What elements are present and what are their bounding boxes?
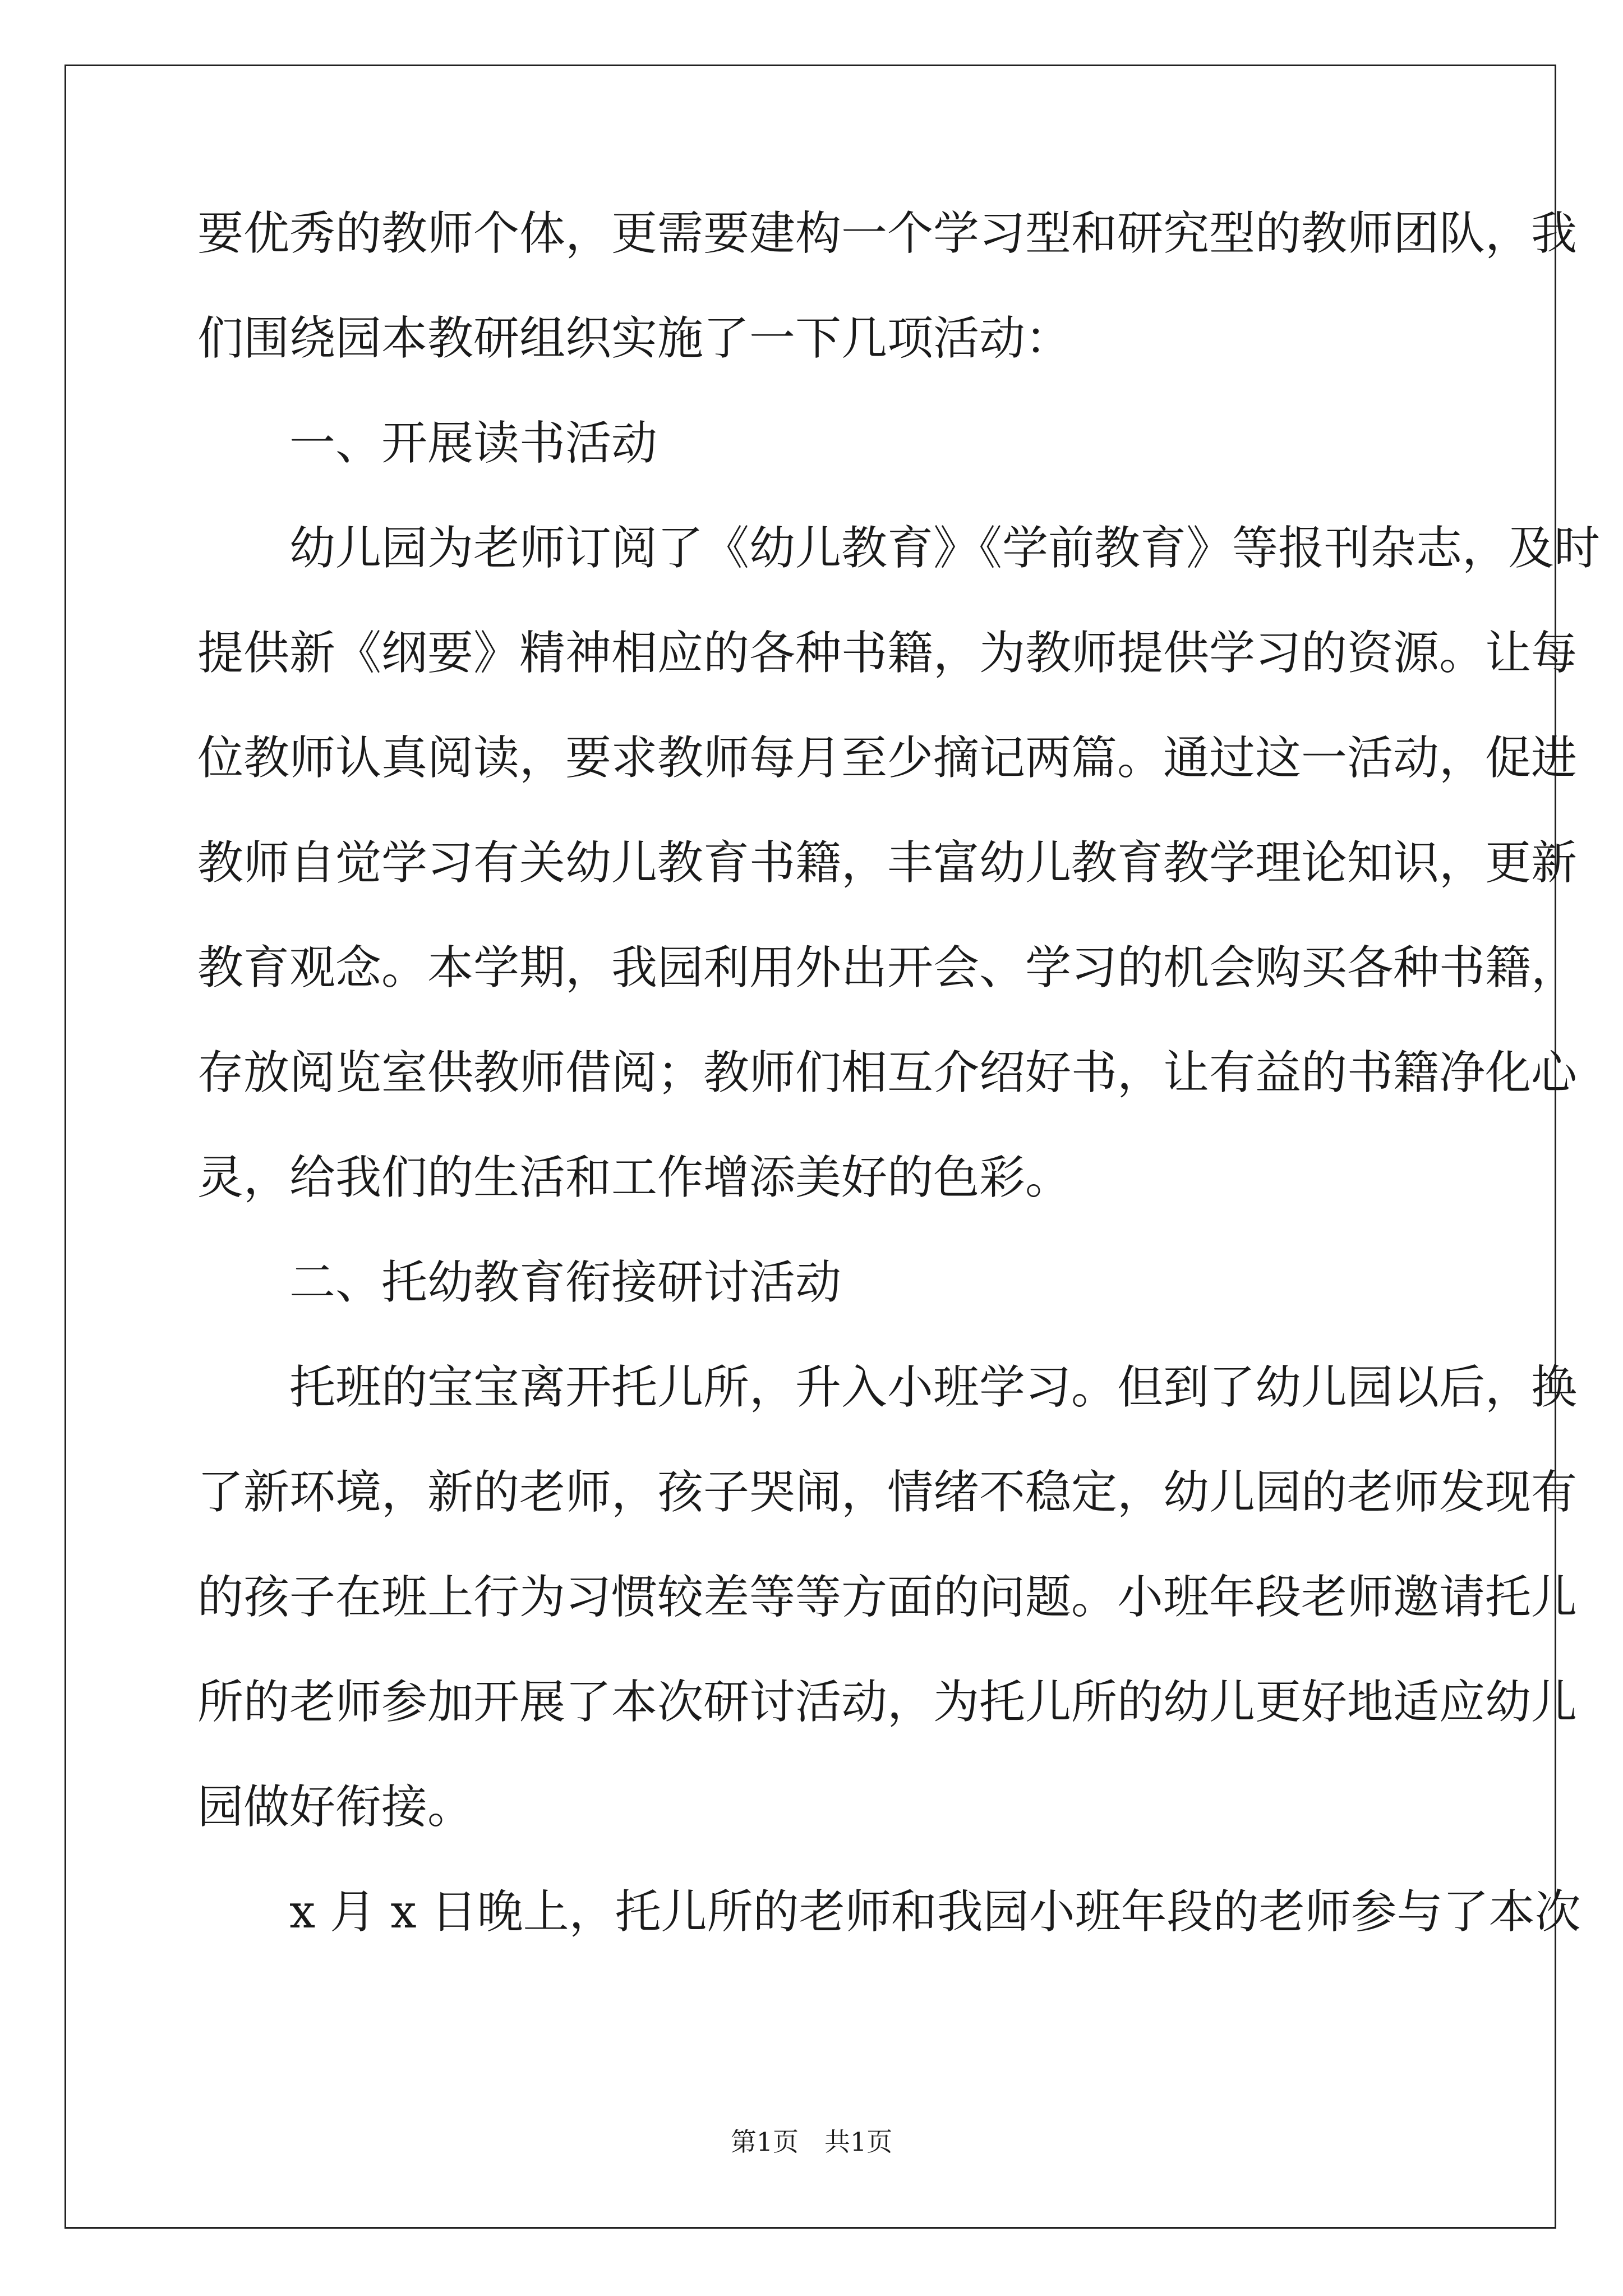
text-line: 要优秀的教师个体，更需要建构一个学习型和研究型的教师团队，我	[197, 207, 1578, 260]
text-line: 位教师认真阅读，要求教师每月至少摘记两篇。通过这一活动，促进	[197, 731, 1578, 785]
text-line: 教育观念。本学期，我园利用外出开会、学习的机会购买各种书籍，	[197, 941, 1578, 995]
text-line: 园做好衔接。	[197, 1780, 474, 1834]
document-body	[197, 207, 1601, 1991]
page-number-footer: 第1页 共1页	[730, 2127, 893, 2157]
text-line: 灵，给我们的生活和工作增添美好的色彩。	[197, 1151, 1072, 1204]
text-line: 的孩子在班上行为习惯较差等等方面的问题。小班年段老师邀请托儿	[197, 1571, 1578, 1624]
text-line: 了新环境，新的老师，孩子哭闹，情绪不稳定，幼儿园的老师发现有	[197, 1466, 1578, 1519]
section-heading-transition: 二、托幼教育衔接研讨活动	[289, 1256, 842, 1309]
text-line: 提供新《纲要》精神相应的各种书籍，为教师提供学习的资源。让每	[197, 627, 1578, 680]
text-line: 幼儿园为老师订阅了《幼儿教育》《学前教育》等报刊杂志，及时	[289, 522, 1601, 575]
text-line: 教师自觉学习有关幼儿教育书籍，丰富幼儿教育教学理论知识，更新	[197, 836, 1578, 890]
text-line: 托班的宝宝离开托儿所，升入小班学习。但到了幼儿园以后，换	[289, 1361, 1578, 1414]
text-line: 们围绕园本教研组织实施了一下几项活动：	[197, 312, 1072, 365]
text-line: 存放阅览室供教师借阅；教师们相互介绍好书，让有益的书籍净化心	[197, 1046, 1578, 1099]
text-line: x 月 x 日晚上，托儿所的老师和我园小班年段的老师参与了本次	[289, 1885, 1581, 1939]
text-line: 所的老师参加开展了本次研讨活动，为托儿所的幼儿更好地适应幼儿	[197, 1676, 1578, 1729]
section-heading-reading: 一、开展读书活动	[289, 417, 658, 470]
